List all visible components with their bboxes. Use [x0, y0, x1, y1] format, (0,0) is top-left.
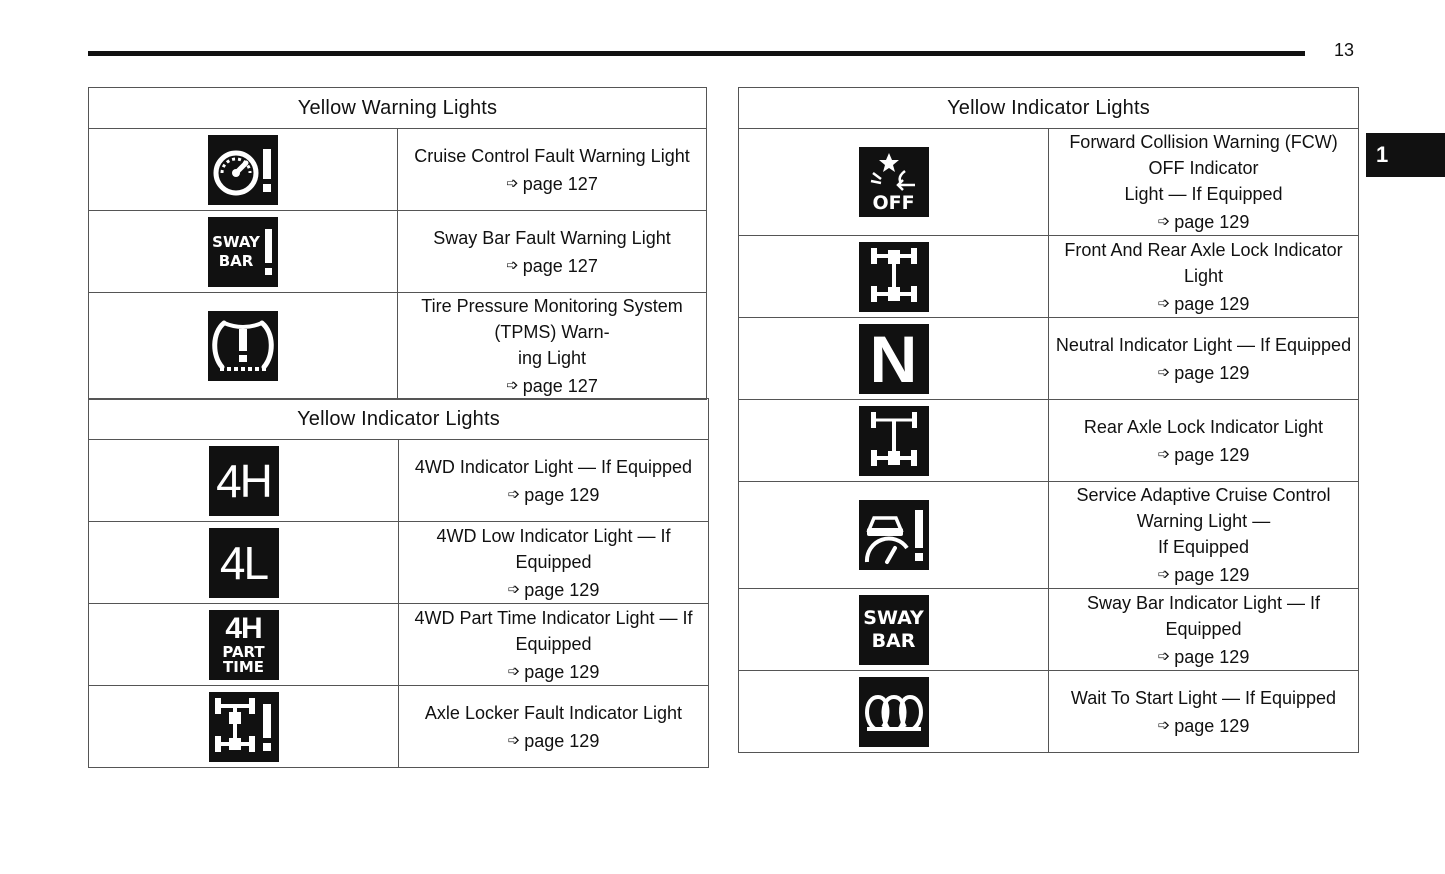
- page-ref-link[interactable]: page 129: [1174, 715, 1250, 736]
- light-description: Tire Pressure Monitoring System (TPMS) Warn-: [421, 296, 683, 342]
- page-ref-link[interactable]: page 127: [522, 376, 598, 396]
- page-ref-arrow-icon: ➩: [1157, 716, 1171, 734]
- neutral-icon: N: [859, 324, 929, 394]
- page-ref-link[interactable]: page 129: [1174, 646, 1250, 667]
- page-ref-link[interactable]: page 129: [1174, 444, 1250, 465]
- table-row: [89, 211, 707, 293]
- light-description: Wait To Start Light — If Equipped: [1070, 687, 1337, 708]
- page-ref-link[interactable]: page 129: [524, 579, 600, 600]
- cruise-fault-icon: [208, 135, 278, 205]
- yellow-indicator-lights-table-right: [738, 87, 1359, 753]
- yellow-warning-lights-table: [88, 87, 707, 400]
- table-title: Yellow Warning Lights: [89, 88, 707, 129]
- page-ref-link[interactable]: page 129: [1174, 293, 1250, 314]
- page-ref-arrow-icon: ➩: [507, 580, 521, 598]
- table-row: [89, 440, 709, 522]
- light-description: Forward Collision Warning (FCW) OFF Indicator: [1069, 132, 1338, 178]
- tpms-icon: [208, 311, 278, 381]
- light-description: ing Light: [517, 348, 587, 368]
- 4h-icon: 4H: [209, 446, 279, 516]
- table-title: Yellow Indicator Lights: [89, 399, 709, 440]
- page-ref-arrow-icon: ➩: [1157, 294, 1171, 312]
- table-row: [739, 318, 1359, 400]
- page-ref-arrow-icon: ➩: [506, 174, 519, 192]
- axle-locker-fault-icon: [209, 692, 279, 762]
- rear-axle-lock-icon: [859, 406, 929, 476]
- light-description: If Equipped: [1157, 537, 1250, 557]
- page-ref-arrow-icon: ➩: [506, 256, 519, 274]
- light-description: Sway Bar Indicator Light — If Equipped: [1086, 592, 1321, 639]
- page-ref-arrow-icon: ➩: [1157, 213, 1171, 230]
- sway-bar-fault-icon: SWAY BAR: [208, 217, 278, 287]
- wait-to-start-icon: [859, 677, 929, 747]
- table-row: [739, 671, 1359, 753]
- chapter-tab[interactable]: 1: [1366, 133, 1445, 177]
- page-ref-link[interactable]: page 129: [524, 484, 600, 505]
- table-row: [89, 604, 709, 686]
- table-row: [739, 589, 1359, 671]
- light-description: Rear Axle Lock Indicator Light: [1083, 416, 1324, 437]
- page-ref-arrow-icon: ➩: [1157, 445, 1171, 463]
- service-acc-icon: [859, 500, 929, 570]
- light-description: 4WD Part Time Indicator Light — If Equipped: [414, 607, 693, 654]
- table-row: [739, 129, 1359, 236]
- table-title: Yellow Indicator Lights: [739, 88, 1359, 129]
- front-rear-axle-lock-icon: [859, 242, 929, 312]
- light-description: Front And Rear Axle Lock Indicator Light: [1064, 239, 1343, 286]
- table-row: [89, 686, 709, 768]
- page-ref-link[interactable]: page 129: [1174, 565, 1250, 585]
- page-ref-arrow-icon: ➩: [1157, 647, 1171, 665]
- page-ref-link[interactable]: page 129: [524, 730, 600, 751]
- table-row: [739, 400, 1359, 482]
- page-ref-arrow-icon: ➩: [1157, 566, 1171, 583]
- light-description: Sway Bar Fault Warning Light: [433, 227, 671, 248]
- light-description: 4WD Low Indicator Light — If Equipped: [436, 525, 671, 572]
- table-row: [739, 236, 1359, 318]
- fcw-off-icon: OFF: [859, 147, 929, 217]
- page-ref-arrow-icon: ➩: [507, 662, 521, 680]
- light-description: Service Adaptive Cruise Control Warning Light —: [1076, 485, 1331, 531]
- table-row: [739, 482, 1359, 589]
- page-ref-arrow-icon: ➩: [507, 731, 521, 749]
- light-description: Cruise Control Fault Warning Light: [414, 145, 690, 166]
- table-row: [89, 129, 707, 211]
- header-rule: [88, 51, 1305, 56]
- page-ref-link[interactable]: page 129: [524, 661, 600, 682]
- page-ref-link[interactable]: page 127: [522, 255, 598, 276]
- page-ref-link[interactable]: page 127: [522, 173, 598, 194]
- page-ref-link[interactable]: page 129: [1174, 212, 1250, 232]
- 4h-part-time-icon: 4H PART TIME: [209, 610, 279, 680]
- sway-bar-icon: SWAY BAR: [859, 595, 929, 665]
- page-number: 13: [1333, 40, 1355, 60]
- page-ref-arrow-icon: ➩: [507, 485, 521, 503]
- light-description: Light — If Equipped: [1124, 184, 1283, 204]
- 4l-icon: 4L: [209, 528, 279, 598]
- page-ref-arrow-icon: ➩: [506, 377, 519, 394]
- light-description: Axle Locker Fault Indicator Light: [424, 702, 683, 723]
- table-row: [89, 522, 709, 604]
- light-description: Neutral Indicator Light — If Equipped: [1055, 334, 1352, 355]
- yellow-indicator-lights-table-left: [88, 398, 709, 768]
- page-ref-arrow-icon: ➩: [1157, 363, 1171, 381]
- table-row: [89, 293, 707, 400]
- page-ref-link[interactable]: page 129: [1174, 362, 1250, 383]
- light-description: 4WD Indicator Light — If Equipped: [414, 456, 693, 477]
